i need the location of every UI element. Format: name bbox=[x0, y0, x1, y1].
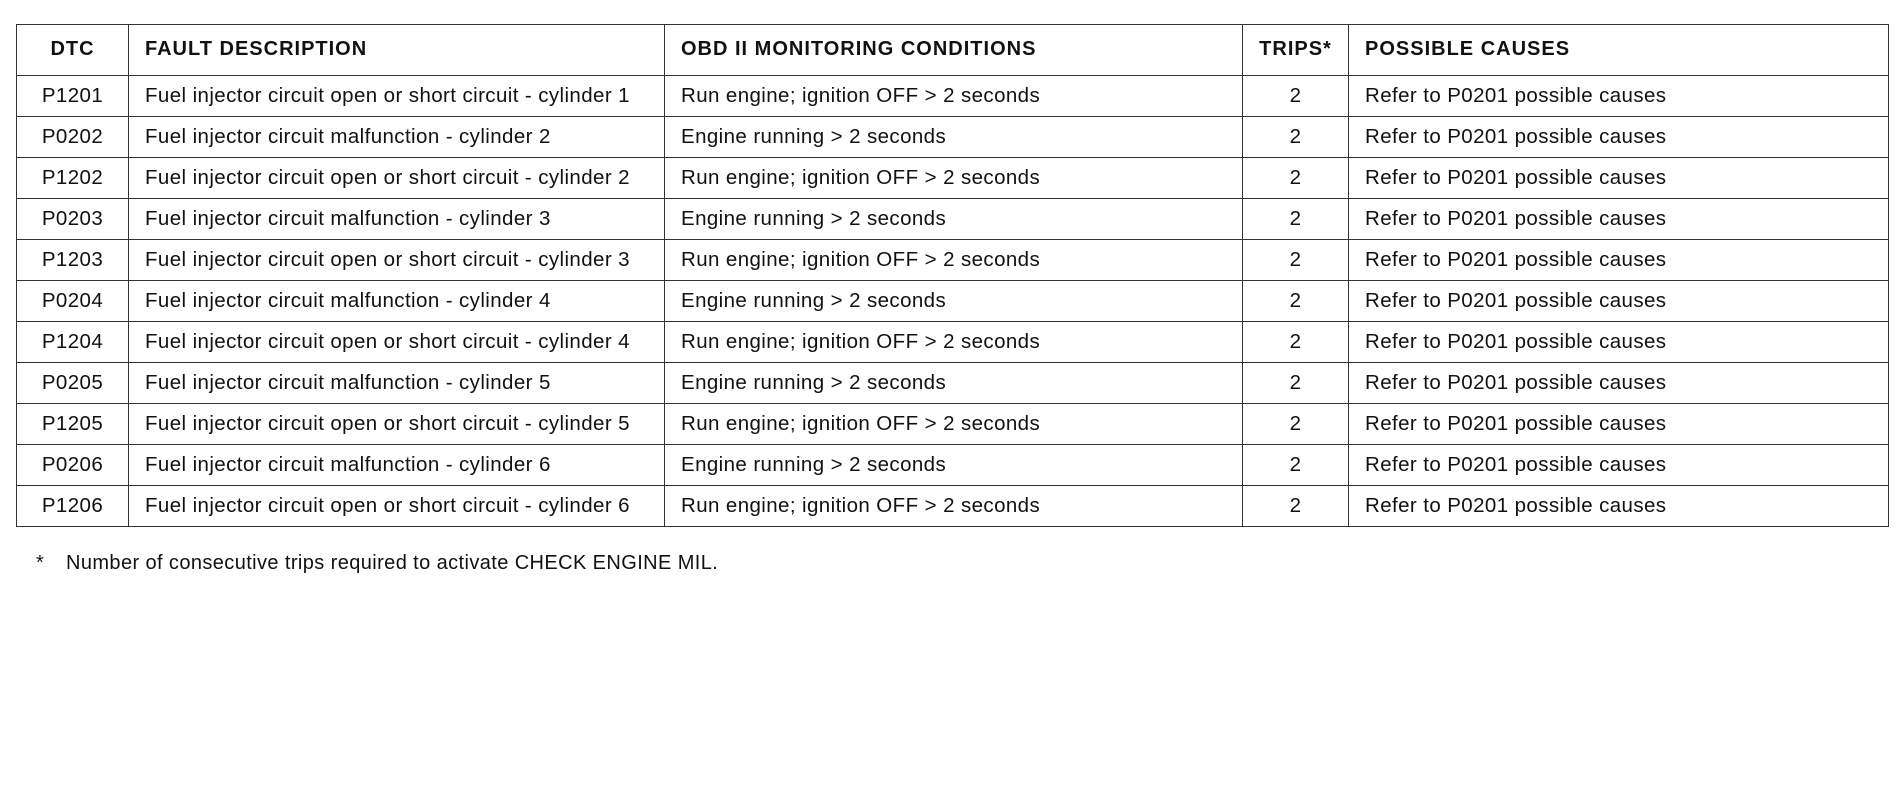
cell-fault-description: Fuel injector circuit malfunction - cylinder 6 bbox=[129, 445, 665, 486]
cell-dtc: P0206 bbox=[17, 445, 129, 486]
header-dtc: DTC bbox=[17, 25, 129, 76]
cell-fault-description: Fuel injector circuit open or short circuit - cylinder 5 bbox=[129, 404, 665, 445]
table-row bbox=[17, 322, 1889, 363]
cell-trips: 2 bbox=[1243, 363, 1349, 404]
cell-possible-causes: Refer to P0201 possible causes bbox=[1349, 158, 1889, 199]
cell-dtc: P1201 bbox=[17, 76, 129, 117]
cell-monitoring-conditions: Engine running > 2 seconds bbox=[665, 363, 1243, 404]
table-row bbox=[17, 281, 1889, 322]
document-page bbox=[16, 24, 1890, 577]
table-header bbox=[17, 25, 1889, 76]
cell-trips: 2 bbox=[1243, 404, 1349, 445]
cell-monitoring-conditions: Engine running > 2 seconds bbox=[665, 199, 1243, 240]
cell-possible-causes: Refer to P0201 possible causes bbox=[1349, 404, 1889, 445]
header-monitoring-conditions: OBD II MONITORING CONDITIONS bbox=[665, 25, 1243, 76]
cell-trips: 2 bbox=[1243, 281, 1349, 322]
table-row bbox=[17, 486, 1889, 527]
cell-possible-causes: Refer to P0201 possible causes bbox=[1349, 486, 1889, 527]
cell-monitoring-conditions: Run engine; ignition OFF > 2 seconds bbox=[665, 158, 1243, 199]
header-trips: TRIPS* bbox=[1243, 25, 1349, 76]
table-row bbox=[17, 363, 1889, 404]
cell-trips: 2 bbox=[1243, 117, 1349, 158]
table-row bbox=[17, 158, 1889, 199]
header-fault-description: FAULT DESCRIPTION bbox=[129, 25, 665, 76]
cell-monitoring-conditions: Run engine; ignition OFF > 2 seconds bbox=[665, 76, 1243, 117]
cell-trips: 2 bbox=[1243, 199, 1349, 240]
cell-trips: 2 bbox=[1243, 445, 1349, 486]
cell-trips: 2 bbox=[1243, 240, 1349, 281]
cell-possible-causes: Refer to P0201 possible causes bbox=[1349, 76, 1889, 117]
footnote-text: Number of consecutive trips required to activate CHECK ENGINE MIL. bbox=[66, 552, 719, 574]
cell-monitoring-conditions: Run engine; ignition OFF > 2 seconds bbox=[665, 240, 1243, 281]
footnote bbox=[16, 549, 1890, 577]
cell-dtc: P1202 bbox=[17, 158, 129, 199]
cell-monitoring-conditions: Run engine; ignition OFF > 2 seconds bbox=[665, 486, 1243, 527]
header-row bbox=[17, 25, 1889, 76]
table-row bbox=[17, 76, 1889, 117]
cell-trips: 2 bbox=[1243, 158, 1349, 199]
cell-dtc: P0203 bbox=[17, 199, 129, 240]
cell-possible-causes: Refer to P0201 possible causes bbox=[1349, 445, 1889, 486]
cell-fault-description: Fuel injector circuit open or short circuit - cylinder 4 bbox=[129, 322, 665, 363]
cell-possible-causes: Refer to P0201 possible causes bbox=[1349, 199, 1889, 240]
cell-fault-description: Fuel injector circuit open or short circuit - cylinder 2 bbox=[129, 158, 665, 199]
table-row bbox=[17, 199, 1889, 240]
cell-dtc: P1206 bbox=[17, 486, 129, 527]
cell-trips: 2 bbox=[1243, 322, 1349, 363]
table-row bbox=[17, 404, 1889, 445]
header-possible-causes: POSSIBLE CAUSES bbox=[1349, 25, 1889, 76]
footnote-marker: * bbox=[36, 552, 45, 574]
cell-dtc: P0202 bbox=[17, 117, 129, 158]
table-row bbox=[17, 445, 1889, 486]
table-body bbox=[17, 76, 1889, 527]
cell-possible-causes: Refer to P0201 possible causes bbox=[1349, 117, 1889, 158]
cell-fault-description: Fuel injector circuit malfunction - cylinder 5 bbox=[129, 363, 665, 404]
cell-monitoring-conditions: Run engine; ignition OFF > 2 seconds bbox=[665, 404, 1243, 445]
cell-monitoring-conditions: Run engine; ignition OFF > 2 seconds bbox=[665, 322, 1243, 363]
cell-fault-description: Fuel injector circuit open or short circuit - cylinder 3 bbox=[129, 240, 665, 281]
cell-monitoring-conditions: Engine running > 2 seconds bbox=[665, 281, 1243, 322]
cell-dtc: P0205 bbox=[17, 363, 129, 404]
cell-possible-causes: Refer to P0201 possible causes bbox=[1349, 240, 1889, 281]
cell-dtc: P1204 bbox=[17, 322, 129, 363]
cell-monitoring-conditions: Engine running > 2 seconds bbox=[665, 445, 1243, 486]
cell-fault-description: Fuel injector circuit open or short circuit - cylinder 1 bbox=[129, 76, 665, 117]
cell-fault-description: Fuel injector circuit malfunction - cylinder 2 bbox=[129, 117, 665, 158]
dtc-table bbox=[16, 24, 1889, 527]
cell-fault-description: Fuel injector circuit malfunction - cylinder 4 bbox=[129, 281, 665, 322]
cell-monitoring-conditions: Engine running > 2 seconds bbox=[665, 117, 1243, 158]
cell-dtc: P0204 bbox=[17, 281, 129, 322]
cell-dtc: P1203 bbox=[17, 240, 129, 281]
cell-possible-causes: Refer to P0201 possible causes bbox=[1349, 322, 1889, 363]
table-row bbox=[17, 240, 1889, 281]
cell-trips: 2 bbox=[1243, 486, 1349, 527]
cell-trips: 2 bbox=[1243, 76, 1349, 117]
cell-fault-description: Fuel injector circuit open or short circuit - cylinder 6 bbox=[129, 486, 665, 527]
cell-dtc: P1205 bbox=[17, 404, 129, 445]
cell-possible-causes: Refer to P0201 possible causes bbox=[1349, 363, 1889, 404]
cell-possible-causes: Refer to P0201 possible causes bbox=[1349, 281, 1889, 322]
cell-fault-description: Fuel injector circuit malfunction - cylinder 3 bbox=[129, 199, 665, 240]
table-row bbox=[17, 117, 1889, 158]
